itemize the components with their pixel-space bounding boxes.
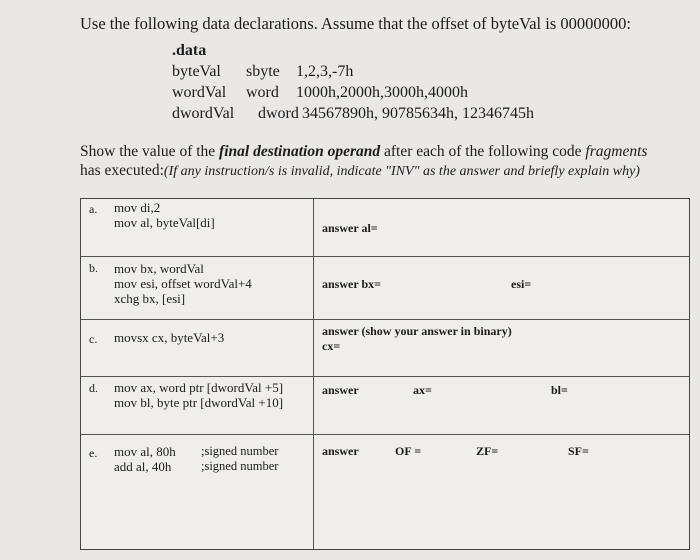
answer-cx-label: cx=: [322, 339, 341, 353]
question-letter: a.: [89, 202, 98, 216]
question-row-d: [81, 376, 689, 435]
question-row-e: [81, 434, 689, 550]
decl-type: sbyte: [246, 63, 280, 80]
code-line: movsx cx, byteVal+3: [114, 330, 225, 345]
answer-label: answer (show your answer in binary): [322, 324, 512, 338]
code-line: add al, 40h: [114, 459, 172, 474]
answer-label: answer bx=: [322, 277, 381, 291]
instructions: [80, 142, 685, 181]
code-line: mov esi, offset wordVal+4: [114, 276, 252, 291]
intro-text: Use the following data declarations. Assume that the offset of byteVal is 00000000:: [80, 14, 631, 33]
question-letter: d.: [89, 381, 98, 395]
instr-note: (If any instruction/s is invalid, indicate "INV" as the answer and briefly explain why): [163, 164, 640, 179]
instr-emphasis: fragments: [585, 143, 648, 160]
question-code: [114, 330, 224, 345]
decl-type: word: [246, 84, 279, 101]
question-table: [80, 198, 690, 550]
question-code: [114, 444, 176, 474]
answer-esi-label: esi=: [511, 277, 532, 291]
data-directive: .data: [172, 42, 207, 59]
code-comment: ;signed number: [201, 444, 279, 458]
code-line: mov al, byteVal[di]: [114, 215, 215, 230]
answer-sf-label: SF=: [568, 444, 589, 458]
answer-bl-label: bl=: [551, 383, 568, 397]
answer-ax-label: ax=: [413, 383, 432, 397]
decl-type: dword: [258, 105, 299, 122]
decl-name: byteVal: [172, 63, 221, 80]
question-code: [114, 200, 215, 230]
code-line: mov di,2: [114, 200, 161, 215]
code-line: mov al, 80h: [114, 444, 176, 459]
question-letter: b.: [89, 261, 98, 275]
code-line: mov bl, byte ptr [dwordVal +10]: [114, 395, 284, 410]
decl-dwordval: [172, 103, 534, 124]
instr-text: has executed:: [80, 162, 164, 179]
question-code: [114, 380, 283, 410]
code-line: mov ax, word ptr [dwordVal +5]: [114, 380, 284, 395]
question-letter: c.: [89, 332, 98, 346]
question-comments: [201, 444, 278, 474]
answer-zf-label: ZF=: [476, 444, 499, 458]
code-line: mov bx, wordVal: [114, 261, 204, 276]
decl-wordval: [172, 82, 534, 103]
code-comment: ;signed number: [201, 459, 279, 473]
data-declarations: [172, 40, 534, 124]
answer-label: answer: [322, 444, 359, 458]
instr-text: after each of the following code: [380, 143, 586, 160]
question-row-b: [81, 256, 689, 320]
answer-of-label: OF =: [395, 444, 422, 458]
decl-name: dwordVal: [172, 105, 235, 122]
answer-label: answer al=: [322, 221, 378, 235]
code-line: xchg bx, [esi]: [114, 291, 186, 306]
question-row-c: [81, 319, 689, 377]
decl-name: wordVal: [172, 84, 227, 101]
instr-emphasis: final destination operand: [219, 143, 381, 160]
decl-byteval: [172, 61, 534, 82]
question-row-a: [81, 199, 689, 256]
decl-values: 34567890h, 90785634h, 12346745h: [302, 105, 534, 122]
decl-values: 1000h,2000h,3000h,4000h: [296, 84, 468, 101]
instr-text: Show the value of the: [80, 143, 220, 160]
question-code: [114, 261, 252, 306]
decl-values: 1,2,3,-7h: [296, 63, 354, 80]
answer-label: answer: [322, 383, 359, 397]
question-letter: e.: [89, 446, 98, 460]
